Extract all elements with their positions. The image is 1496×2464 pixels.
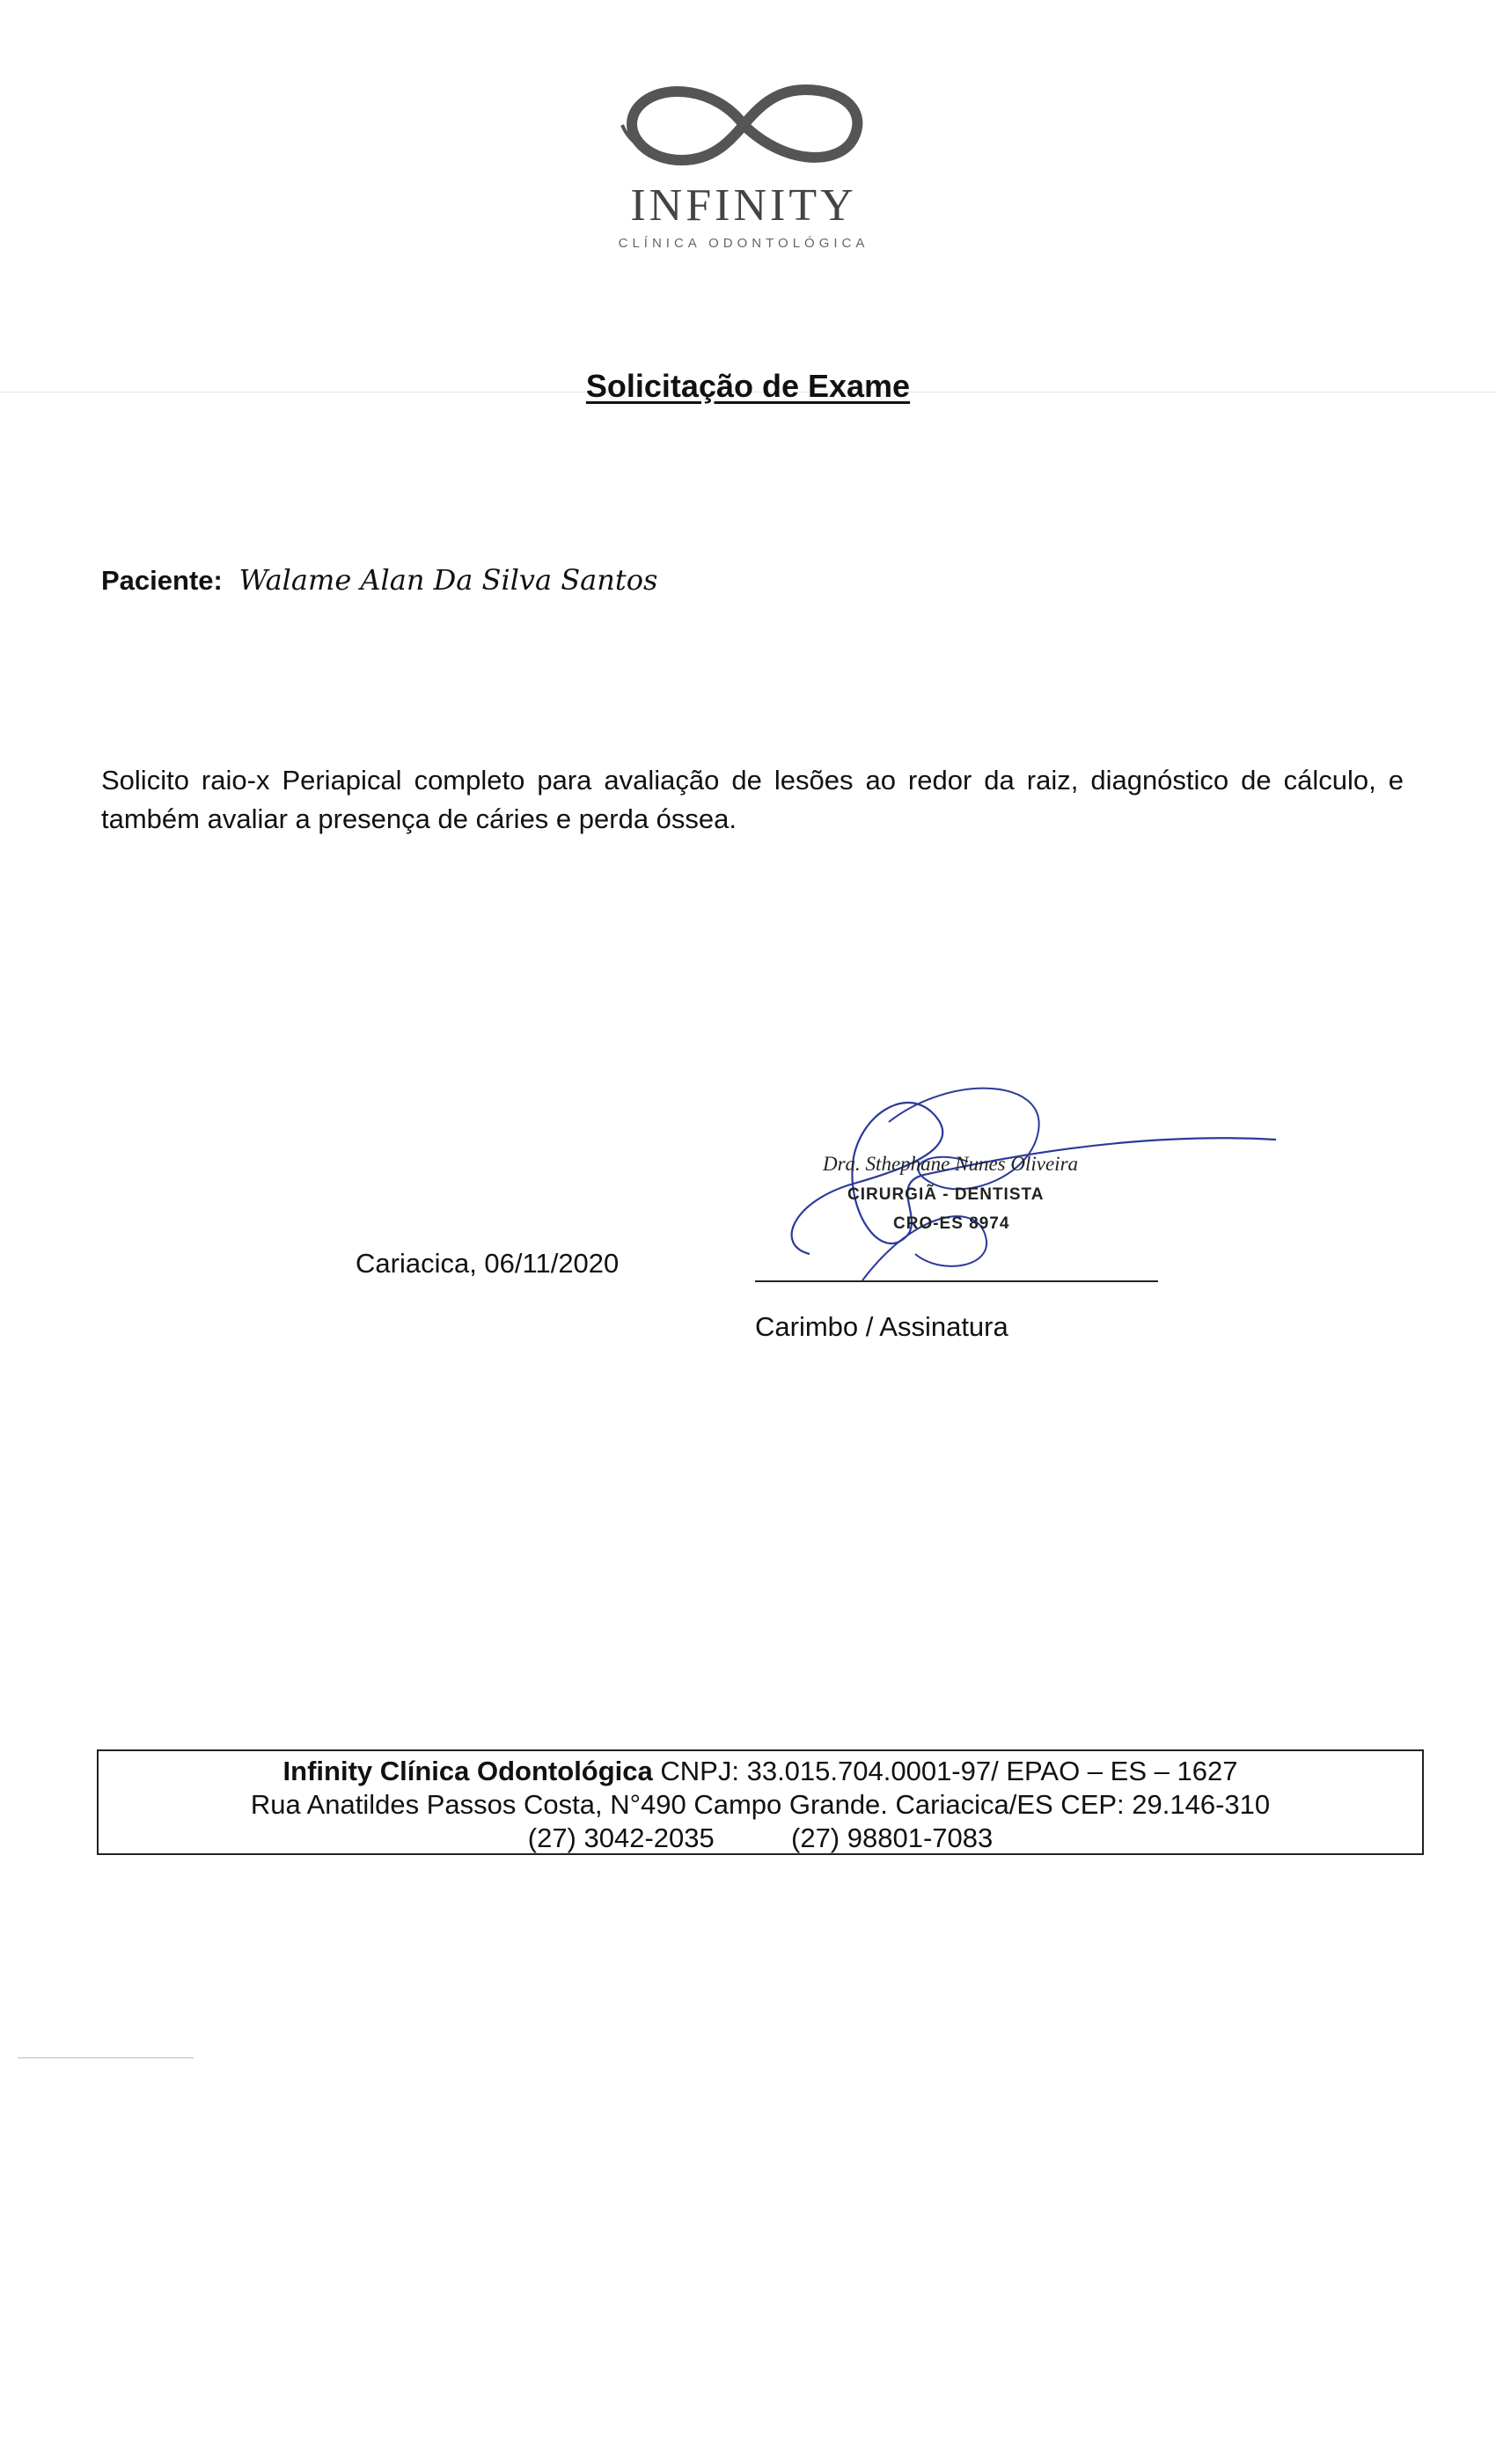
footer-clinic-name: Infinity Clínica Odontológica [282, 1756, 653, 1786]
infinity-logo-icon [612, 72, 876, 178]
footer-address: Rua Anatildes Passos Costa, N°490 Campo Grande. Cariacica/ES CEP: 29.146-310 [250, 1789, 1271, 1820]
footer-phones [99, 1822, 1422, 1855]
stamp-role: CIRURGIÃ - DENTISTA [847, 1185, 1045, 1204]
stamp-cro: CRO-ES 8974 [893, 1214, 1010, 1233]
patient-row [101, 563, 657, 597]
patient-label: Paciente: [101, 565, 223, 596]
signature-line [755, 1280, 1158, 1282]
signature-caption: Carimbo / Assinatura [755, 1311, 1008, 1342]
footer-line-1 [99, 1755, 1422, 1788]
brand-subtitle: CLÍNICA ODONTOLÓGICA [618, 236, 869, 251]
document-title: Solicitação de Exame [585, 368, 911, 404]
scan-artifact-line [18, 2057, 194, 2058]
stamp-name: Dra. Sthephane Nunes Oliveira [823, 1153, 1079, 1175]
request-text: Solicito raio-x Periapical completo para avaliação de lesões ao redor da raiz, diagnóstico de cálculo, e também avaliar a presença de cáries e perda óssea. [101, 765, 1404, 834]
clinic-logo [607, 72, 880, 251]
brand-name: INFINITY [630, 180, 857, 231]
handwritten-signature [757, 1078, 1285, 1280]
footer-cnpj: CNPJ: 33.015.704.0001-97/ EPAO – ES – 1627 [660, 1756, 1238, 1786]
document-date: Cariacica, 06/11/2020 [356, 1248, 620, 1279]
footer-phone-2: (27) 98801-7083 [791, 1822, 994, 1853]
patient-name: Walame Alan Da Silva Santos [238, 563, 658, 597]
clinic-footer [97, 1749, 1424, 1855]
footer-phone-1: (27) 3042-2035 [527, 1822, 715, 1853]
